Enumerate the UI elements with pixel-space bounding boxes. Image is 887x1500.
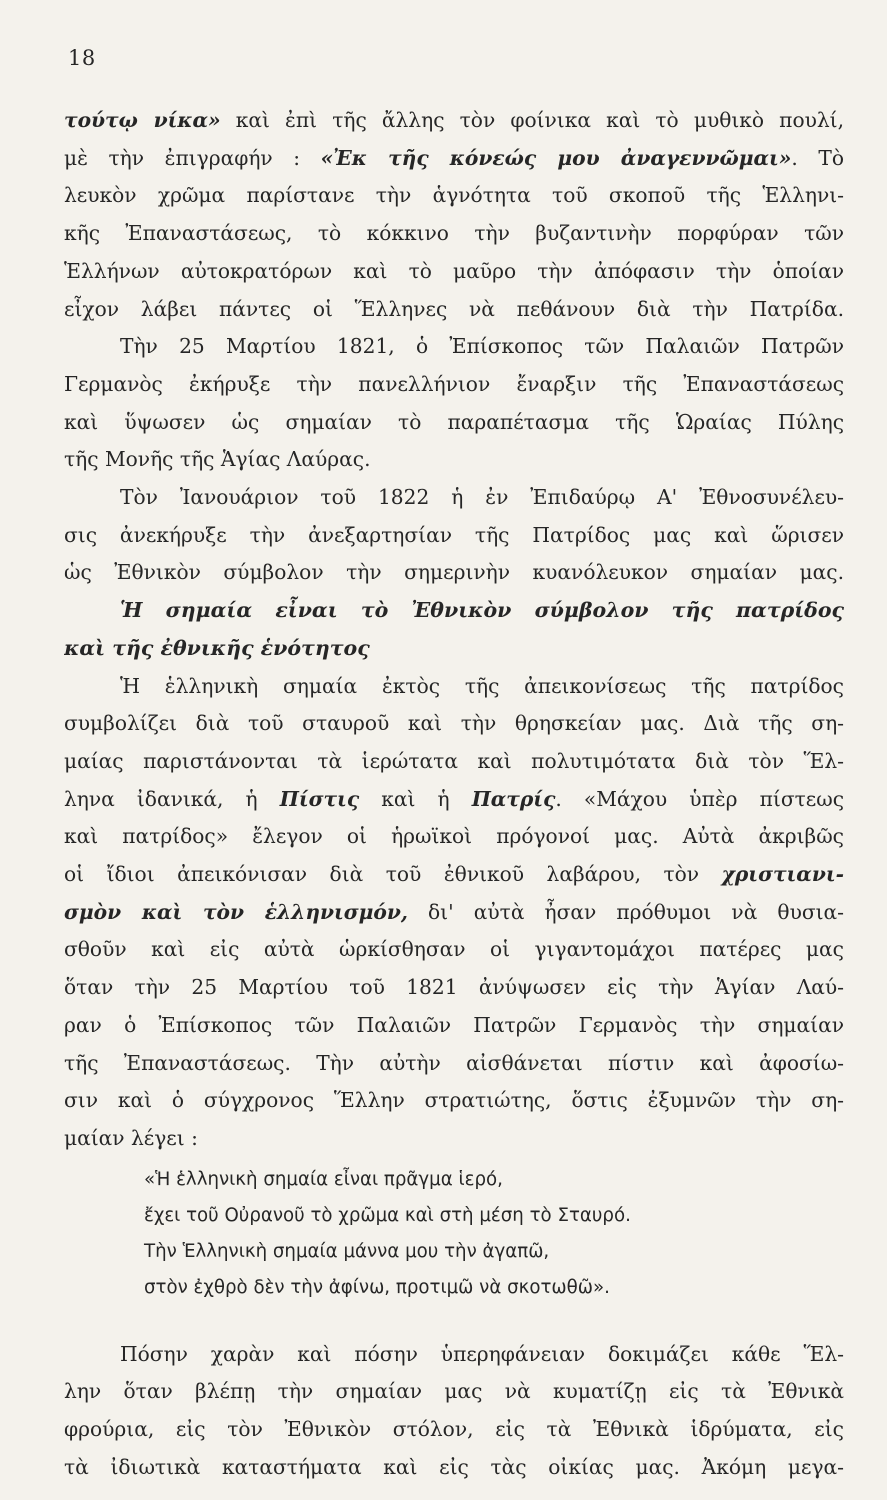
text-line: σιν καὶ ὁ σύγχρονος Ἕλλην στρατιώτης, ὅστις ἐξυμνῶν τὴν ση- [64, 1088, 844, 1113]
text-line: τῆς Μονῆς τῆς Ἁγίας Λαύρας. [64, 447, 371, 472]
text-line: Γερμανὸς ἐκήρυξε τὴν πανελλήνιον ἔναρξιν τῆς Ἐπαναστάσεως [64, 371, 844, 396]
emphasis-hellenism: σμὸν καὶ τὸν ἑλληνισμόν, [64, 899, 408, 924]
text-line: ραν ὁ Ἐπίσκοπος τῶν Παλαιῶν Πατρῶν Γερμανὸς τὴν σημαίαν [64, 1012, 844, 1037]
poem-line: στὸν ἐχθρὸ δὲν τὴν ἀφίνω, προτιμῶ νὰ σκοτωθῶ». [144, 1276, 610, 1298]
text-line: Πόσην χαρὰν καὶ πόσην ὑπερηφάνειαν δοκιμάζει κάθε Ἕλ- [120, 1341, 844, 1366]
text-line: λευκὸν χρῶμα παρίστανε τὴν ἁγνότητα τοῦ σκοποῦ τῆς Ἑλληνι- [64, 183, 844, 208]
text-line: μὲ τὴν ἐπιγραφήν : «Ἐκ τῆς κόνεώς μου ἀναγεννῶμαι». Τὸ [64, 145, 844, 170]
poem-line: «Ἡ ἑλληνικὴ σημαία εἶναι πρᾶγμα ἱερό, [144, 1168, 503, 1190]
text-line: τὰ ἰδιωτικὰ καταστήματα καὶ εἰς τὰς οἰκίας μας. Ἀκόμη μεγα- [64, 1454, 844, 1479]
poem-line: ἔχει τοῦ Οὐρανοῦ τὸ χρῶμα καὶ στὴ μέση τὸ Σταυρό. [144, 1204, 631, 1226]
text-line: εἶχον λάβει πάντες οἱ Ἕλληνες νὰ πεθάνουν διὰ τὴν Πατρίδα. [64, 296, 844, 321]
text-line: Ἡ ἑλληνικὴ σημαία ἐκτὸς τῆς ἀπεικονίσεως τῆς πατρίδος [120, 673, 844, 698]
text-line: καὶ ὕψωσεν ὡς σημαίαν τὸ παραπέτασμα τῆς Ὡραίας Πύλης [64, 409, 844, 434]
text-line: καὶ πατρίδος» ἔλεγον οἱ ἡρωϊκοὶ πρόγονοί μας. Αὐτὰ ἀκριβῶς [64, 824, 844, 849]
text-line: σθοῦν καὶ εἰς αὐτὰ ὡρκίσθησαν οἱ γιγαντομάχοι πατέρες μας [64, 937, 844, 962]
book-page [64, 0, 844, 1500]
text-line: μαίας παριστάνονται τὰ ἱερώτατα καὶ πολυτιμότατα διὰ τὸν Ἕλ- [64, 748, 844, 773]
emphasis-christianity: χριστιανι- [721, 862, 844, 886]
text-line: ὡς Ἐθνικὸν σύμβολον τὴν σημερινὴν κυανόλευκον σημαίαν μας. [64, 560, 844, 585]
text-line: συμβολίζει διὰ τοῦ σταυροῦ καὶ τὴν θρησκείαν μας. Διὰ τῆς ση- [64, 711, 844, 736]
text-line: κῆς Ἐπαναστάσεως, τὸ κόκκινο τὴν βυζαντινὴν πορφύραν τῶν [64, 221, 844, 246]
motto-inscription: «Ἐκ τῆς κόνεώς μου ἀναγεννῶμαι» [320, 145, 792, 170]
text-line: τούτῳ νίκα» καὶ ἐπὶ τῆς ἄλλης τὸν φοίνικα καὶ τὸ μυθικὸ πουλί, [64, 108, 844, 132]
text-line: Τὸν Ἰανουάριον τοῦ 1822 ἡ ἐν Ἐπιδαύρῳ Α' Ἐθνοσυνέλευ- [120, 485, 844, 509]
text-line: σμὸν καὶ τὸν ἑλληνισμόν, δι' αὐτὰ ἦσαν πρόθυμοι νὰ θυσια- [64, 899, 844, 924]
heading-line: καὶ τῆς ἐθνικῆς ἑνότητος [64, 635, 370, 660]
text-line: μαίαν λέγει : [64, 1125, 198, 1150]
page-number: 18 [68, 46, 96, 70]
text-line: λην ὅταν βλέπῃ τὴν σημαίαν μας νὰ κυματίζῃ εἰς τὰ Ἐθνικὰ [64, 1379, 844, 1404]
text-line: Ἑλλήνων αὐτοκρατόρων καὶ τὸ μαῦρο τὴν ἀπόφασιν τὴν ὁποίαν [64, 258, 844, 283]
italic-phrase: τούτῳ νίκα» [64, 108, 221, 132]
text-line: σις ἀνεκήρυξε τὴν ἀνεξαρτησίαν τῆς Πατρίδος μας καὶ ὥρισεν [64, 522, 844, 547]
text-line: ληνα ἰδανικά, ἡ Πίστις καὶ ἡ Πατρίς. «Μάχου ὑπὲρ πίστεως [64, 786, 844, 811]
emphasis-homeland: Πατρίς [471, 786, 556, 811]
text-line: ὅταν τὴν 25 Μαρτίου τοῦ 1821 ἀνύψωσεν εἰς τὴν Ἁγίαν Λαύ- [64, 975, 844, 1000]
text-line: φρούρια, εἰς τὸν Ἐθνικὸν στόλον, εἰς τὰ Ἐθνικὰ ἱδρύματα, εἰς [64, 1417, 844, 1441]
text-line: τῆς Ἐπαναστάσεως. Τὴν αὐτὴν αἰσθάνεται πίστιν καὶ ἀφοσίω- [64, 1050, 844, 1075]
text-line: οἱ ἴδιοι ἀπεικόνισαν διὰ τοῦ ἐθνικοῦ λαβάρου, τὸν χριστιανι- [64, 862, 844, 886]
heading-line: Ἡ σημαία εἶναι τὸ Ἐθνικὸν σύμβολον τῆς πατρίδος [120, 598, 844, 623]
emphasis-faith: Πίστις [279, 786, 360, 811]
text-line: Τὴν 25 Μαρτίου 1821, ὁ Ἐπίσκοπος τῶν Παλαιῶν Πατρῶν [120, 334, 844, 359]
poem-line: Τὴν Ἑλληνικὴ σημαία μάννα μου τὴν ἀγαπῶ, [144, 1240, 550, 1262]
